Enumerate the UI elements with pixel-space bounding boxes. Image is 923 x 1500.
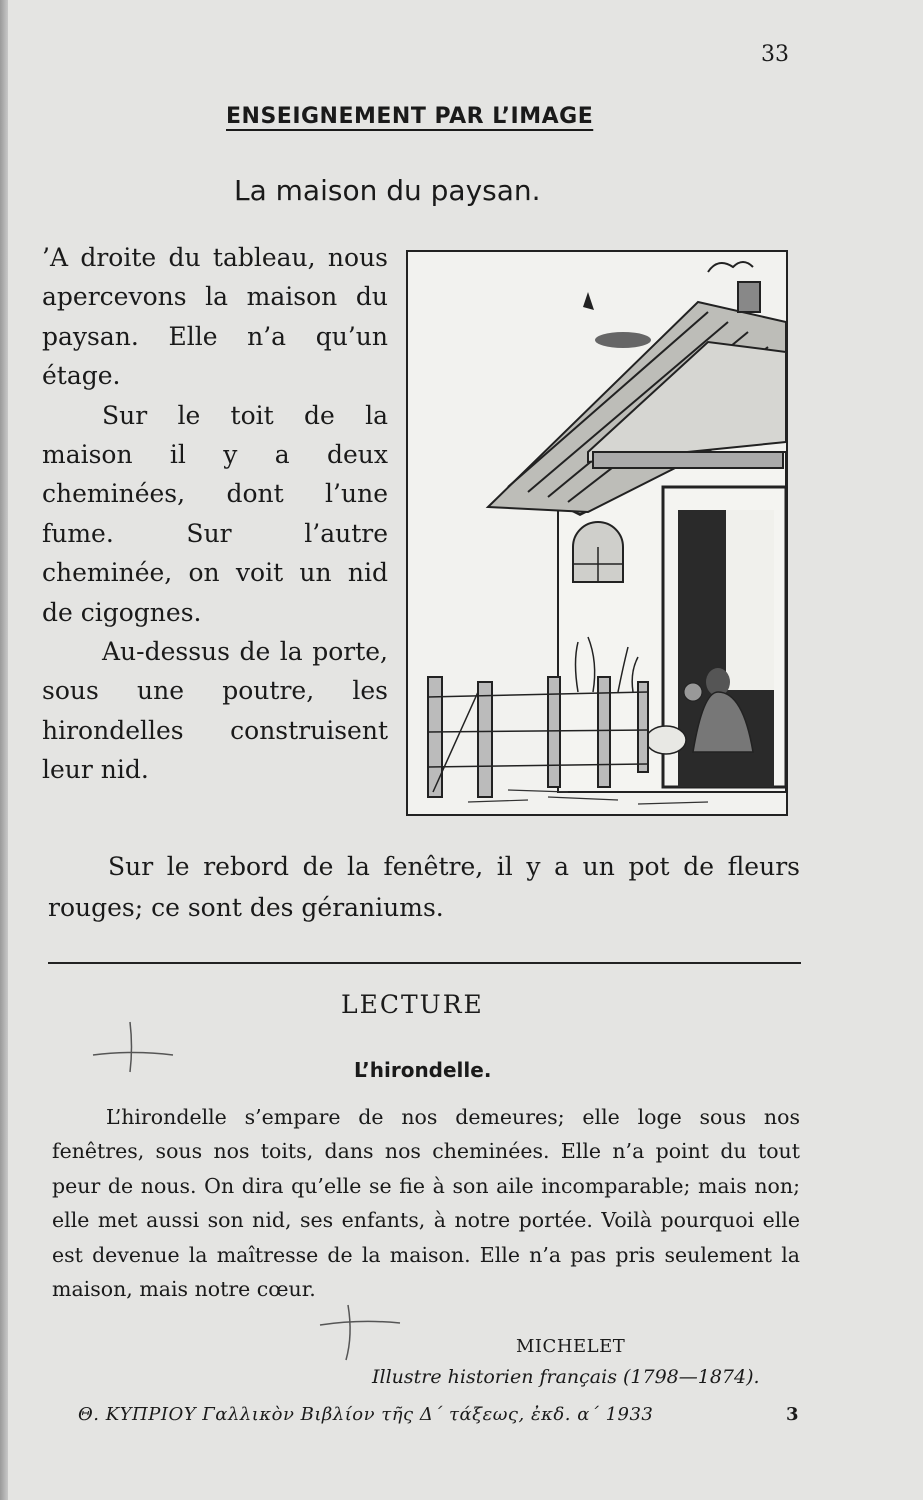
footer-publisher: Θ. ΚΥΠΡΙΟΥ Γαλλικὸν Βιβλίον τῆς Δ΄ τάξεως, ἐκδ. α΄ 1933 [78, 1404, 654, 1425]
page-number: 33 [761, 42, 789, 67]
geranium-paragraph: Sur le rebord de la fenêtre, il y a un pot de fleurs rouges; ce sont des géraniums. [48, 852, 800, 922]
pencil-mark-1 [93, 1053, 173, 1056]
subtitle: La maison du paysan. [234, 174, 541, 207]
section-title: ENSEIGNEMENT PAR L’IMAGE [226, 104, 594, 129]
author-name: MICHELET [516, 1336, 626, 1357]
house-illustration [406, 250, 788, 816]
footer-signature-mark: 3 [786, 1404, 799, 1425]
paragraph-2: Sur le toit de la maison il y a deux cheminées, dont l’une fume. Sur l’autre cheminée, on voit un nid de cigognes. [42, 400, 388, 627]
author-description: Illustre historien français (1798—1874). [372, 1366, 760, 1388]
divider [48, 962, 801, 964]
book-page [8, 0, 923, 1500]
page-edge-shadow [0, 0, 8, 1500]
lecture-title: L’hirondelle. [354, 1058, 492, 1082]
paragraph-3: Au-dessus de la porte, sous une poutre, les hirondelles construisent leur nid. [42, 637, 388, 785]
lecture-body: L’hirondelle s’empare de nos demeures; elle loge sous nos fenêtres, sous nos toits, dans nos cheminées. Elle n’a point du tout peur de nous. On dira qu’elle se fie à son aile incomparable; mais non; elle met aussi son nid, ses enfants, à notre portée. Voilà pourquoi elle est devenue la maîtresse de la maison. Elle n’a pas pris seulement la maison, mais notre cœur. [52, 1105, 800, 1302]
house-drawing [408, 252, 786, 814]
pencil-mark-4 [346, 1305, 350, 1360]
pencil-mark-2 [130, 1022, 132, 1072]
lecture-heading: LECTURE [341, 990, 484, 1019]
text-column [42, 238, 388, 790]
pencil-mark-3 [320, 1321, 400, 1325]
paragraph-1: ’A droite du tableau, nous apercevons la maison du paysan. Elle n’a qu’un étage. [42, 243, 388, 391]
